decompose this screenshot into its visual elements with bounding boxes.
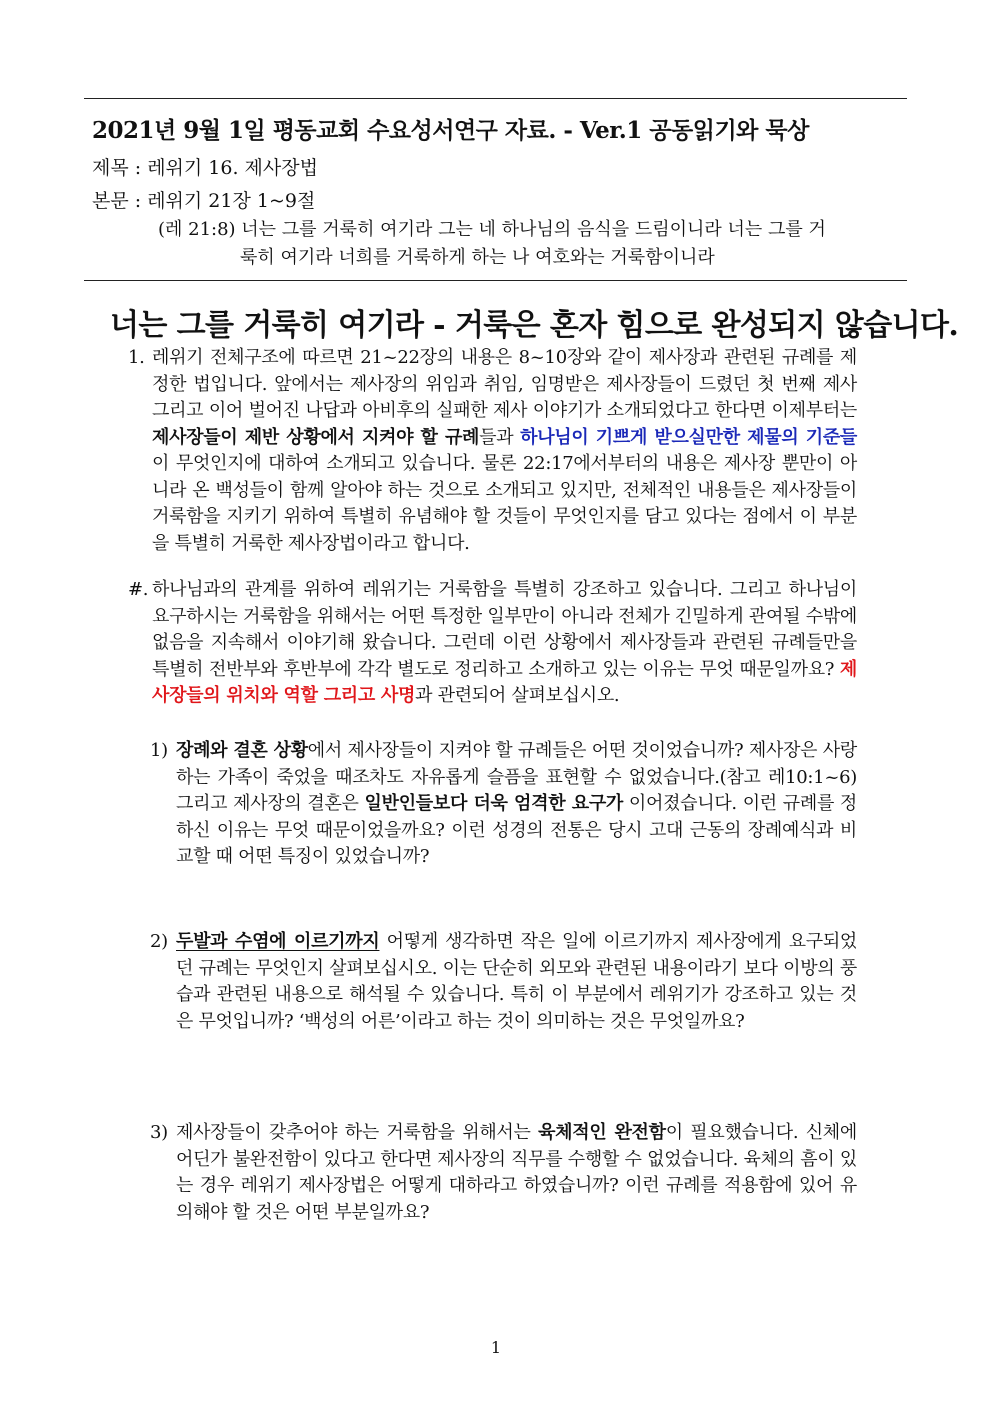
question-2	[150, 929, 857, 1035]
question-1-text-b: 이어졌습니다. 이런 규례를 정하신 이유는 무엇 때문이었을까요? 이런 성경의 전통은 당시 고대 근동의 장례예식과 비교할 때 어떤 특징이 있었습니까?	[176, 793, 857, 867]
section-2-number: #.	[128, 579, 149, 600]
key-verse-line-1: (레 21:8) 너는 그를 거룩히 여기라 그는 네 하나님의 음식을 드림이니라 너는 그를 거	[158, 219, 826, 240]
question-3-bold: 육체적인 완전함	[538, 1122, 666, 1143]
top-rule	[84, 98, 907, 99]
section-1-text-a: 레위기 전체구조에 따르면 21~22장의 내용은 8~10장와 같이 제사장과 관련된 규례를 제정한 법입니다. 앞에서는 제사장의 위임과 취임, 임명받은 제사장들이 드렸던 첫 번째 제사 그리고 이어 벌어진 나답과 아비후의 실패한 제사 이야기가 소개되었다고 한다면 이제부터는	[152, 347, 857, 421]
section-2-text-a: 하나님과의 관계를 위하여 레위기는 거룩함을 특별히 강조하고 있습니다. 그리고 하나님이 요구하시는 거룩함을 위해서는 어떤 특정한 일부만이 아니라 전체가 긴밀하게 관여될 수밖에 없음을 지속해서 이야기해 왔습니다. 그런데 이런 상황에서 제사장들과 관련된 규례들만을 특별히 전반부와 후반부에 각각 별도로 정리하고 소개하고 있는 이유는 무엇 때문일까요?	[152, 579, 857, 680]
section-1-bold: 제사장들이 제반 상황에서 지켜야 할 규례	[152, 426, 480, 448]
question-3	[150, 1120, 857, 1226]
question-2-text: 어떻게 생각하면 작은 일에 이르기까지 제사장에게 요구되었던 규례는 무엇인지 살펴보십시오. 이는 단순히 외모와 관련된 내용이라기 보다 이방의 풍습과 관련된 내용으로 해석될 수 있습니다. 특히 이 부분에서 레위기가 강조하고 있는 것은 무엇입니까? ‘백성의 어른’이라고 하는 것이 의미하는 것은 무엇일까요?	[176, 931, 857, 1032]
section-1-text-b: 들과	[479, 426, 521, 448]
section-1	[128, 345, 858, 557]
passage-line: 본문 : 레위기 21장 1~9절	[92, 190, 316, 212]
section-2	[128, 577, 857, 710]
main-title: 너는 그를 거룩히 여기라 - 거룩은 혼자 힘으로 완성되지 않습니다.	[110, 308, 959, 343]
section-1-text-c: 이 무엇인지에 대하여 소개되고 있습니다. 물론 22:17에서부터의 내용은 제사장 뿐만이 아니라 온 백성들이 함께 알아야 하는 것으로 소개되고 있지만, 전체적인 내용들은 제사장들이 거룩함을 지키기 위하여 특별히 유념해야 할 것들이 무엇인지를 담고 있다는 점에서 이 부분을 특별히 거룩한 제사장법이라고 합니다.	[152, 453, 857, 554]
question-1-text-a: 에서 제사장들이 지켜야 할 규례들은 어떤 것이었습니까? 제사장은 사랑하는 가족이 죽었을 때조차도 자유롭게 슬픔을 표현할 수 없었습니다.(참고 레10:1~6) 그리고 제사장의 결혼은	[176, 740, 857, 814]
question-3-number: 3)	[150, 1122, 168, 1143]
section-1-number: 1.	[128, 347, 145, 368]
question-1	[150, 738, 857, 871]
document-header-title: 2021년 9월 1일 평동교회 수요성서연구 자료. - Ver.1 공동읽기와 묵상	[92, 117, 809, 144]
question-1-bold-a: 장례와 결혼 상황	[176, 740, 308, 761]
key-verse-line-2: 룩히 여기라 너희를 거룩하게 하는 나 여호와는 거룩함이니라	[240, 247, 715, 268]
question-1-bold-b: 일반인들보다 더욱 엄격한 요구가	[364, 793, 624, 814]
question-2-bold-underlined: 두발과 수염에 이르기까지	[176, 931, 380, 952]
section-2-text-b: 과 관련되어 살펴보십시오.	[415, 685, 620, 706]
section-2-red-highlight: 제사장들의 위치와 역할 그리고 사명	[152, 658, 857, 706]
subject-line: 제목 : 레위기 16. 제사장법	[92, 157, 318, 179]
section-1-blue-highlight: 하나님이 기쁘게 받으실만한 제물의 기준들	[520, 426, 858, 448]
question-1-number: 1)	[150, 740, 168, 761]
question-2-number: 2)	[150, 931, 168, 952]
key-verse	[158, 216, 858, 272]
question-3-text-a: 제사장들이 갖추어야 하는 거룩함을 위해서는	[176, 1122, 539, 1143]
header-bottom-rule	[84, 280, 907, 281]
question-3-text-b: 이 필요했습니다. 신체에 어딘가 불완전함이 있다고 한다면 제사장의 직무를 수행할 수 없었습니다. 육체의 흠이 있는 경우 레위기 제사장법은 어떻게 대하라고 하였습니까? 이런 규례를 적용함에 있어 유의해야 할 것은 어떤 부분일까요?	[176, 1122, 857, 1223]
page-number: 1	[490, 1338, 502, 1357]
